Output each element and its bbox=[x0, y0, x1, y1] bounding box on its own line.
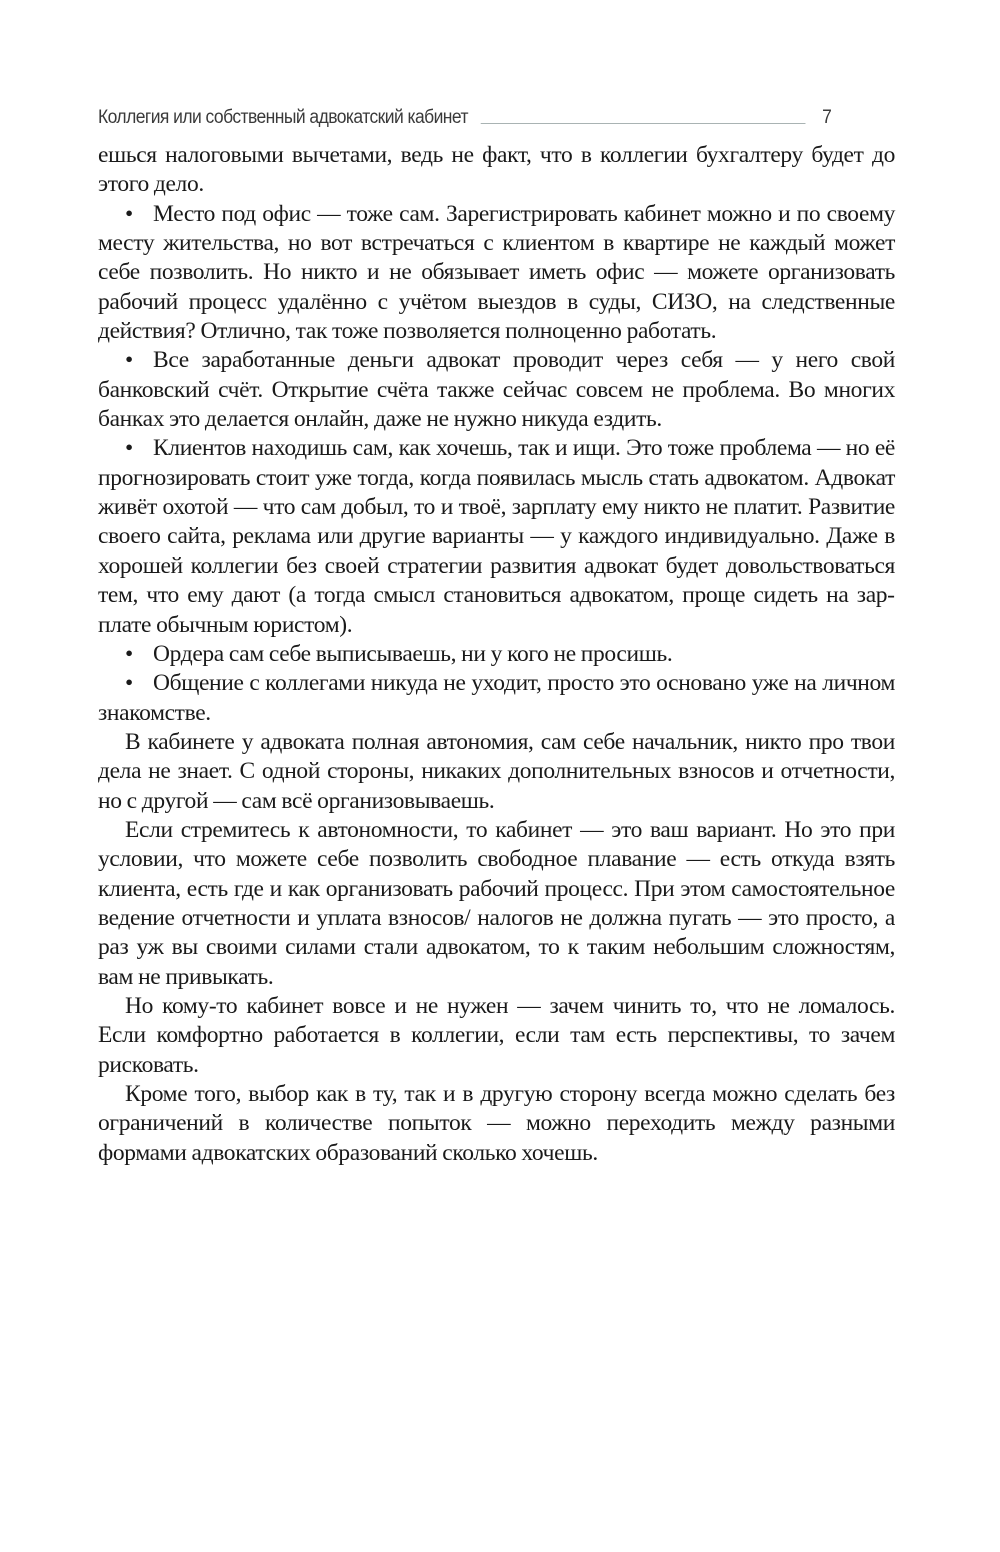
bullet-icon: • bbox=[125, 670, 133, 697]
page-number: 7 bbox=[822, 107, 832, 128]
bullet-icon: • bbox=[125, 347, 133, 374]
header-rule bbox=[481, 123, 806, 124]
bullet-item-bank-account: • Все заработанные деньги адвокат проводит через себя — у него свой банковский счёт. Открытие счёта также сейчас совсем не проблема. Во многих банках это делается онлайн, даже не нужно никуда ездить. bbox=[98, 347, 895, 433]
bullet-item-warrants: • Ордера сам себе выписываешь, ни у кого не просишь. bbox=[98, 640, 895, 669]
paragraph-your-option: Если стремитесь к автономности, то кабинет — это ваш вариант. Но это при условии, что можете себе позволить свободное плавание — есть откуда взять клиента, есть где и как организовать рабочий процесс. При этом самостоятельное ведение отчетности и уплата взносов/ налогов не должна пугать — это просто, а раз уж вы своими силами стали адвокатом, то к таким небольшим сложностям, вам не привыкать. bbox=[98, 816, 895, 990]
bullet-item-colleagues: • Общение с коллегами никуда не уходит, просто это основано уже на личном знакомстве. bbox=[98, 670, 895, 726]
bullet-icon: • bbox=[125, 640, 133, 667]
body-text bbox=[98, 141, 895, 1168]
bullet-icon: • bbox=[125, 435, 133, 462]
paragraph-choice: Кроме того, выбор как в ту, так и в другую сторону всегда можно сделать без ограничений в количестве попыток — можно переходить между разными формами адвокатских образований сколько хочешь. bbox=[98, 1081, 895, 1166]
bullet-icon: • bbox=[125, 200, 133, 227]
running-head bbox=[98, 101, 831, 129]
paragraph-not-needed: Но кому-то кабинет вовсе и не нужен — зачем чинить то, что не ломалось. Если комфортно работается в коллегии, если там есть перспективы, то зачем рисковать. bbox=[98, 992, 895, 1078]
paragraph-autonomy: В кабинете у адвоката полная автономия, сам себе начальник, никто про твои дела не знает. С одной стороны, никаких дополнительных взносов и отчетности, но с другой — сам всё организовываешь. bbox=[98, 728, 895, 814]
chapter-title: Коллегия или собственный адвокатский кабинет bbox=[98, 107, 468, 128]
paragraph-continuation: ешься налоговыми вычетами, ведь не факт, что в коллегии бухгалтеру будет до этого дело. bbox=[98, 142, 895, 198]
bullet-item-office: • Место под офис — тоже сам. Зарегистрировать кабинет можно и по своему месту жительства, но вот встречаться с клиентом в квартире не каждый может себе позволить. Но никто и не обязывает иметь офис — можете организовать рабочий процесс удалённо с учётом выездов в суды, СИЗО, на следственные действия? Отлично, так тоже позволяется полноценно работать. bbox=[98, 200, 895, 345]
bullet-item-clients: • Клиентов находишь сам, как хочешь, так и ищи. Это тоже проблема — но её прогнозировать стоит уже тогда, когда появилась мысль стать адвокатом. Адвокат живёт охотой — что сам добыл, то и твоё, зарплату ему никто не платит. Развитие своего сайта, реклама или другие варианты — у каждого индивидуально. Даже в хорошей коллегии без своей стратегии развития адвокат будет довольствоваться тем, что ему дают (а тогда смысл становиться адвокатом, проще сидеть на зарплате обычным юристом). bbox=[98, 435, 895, 638]
